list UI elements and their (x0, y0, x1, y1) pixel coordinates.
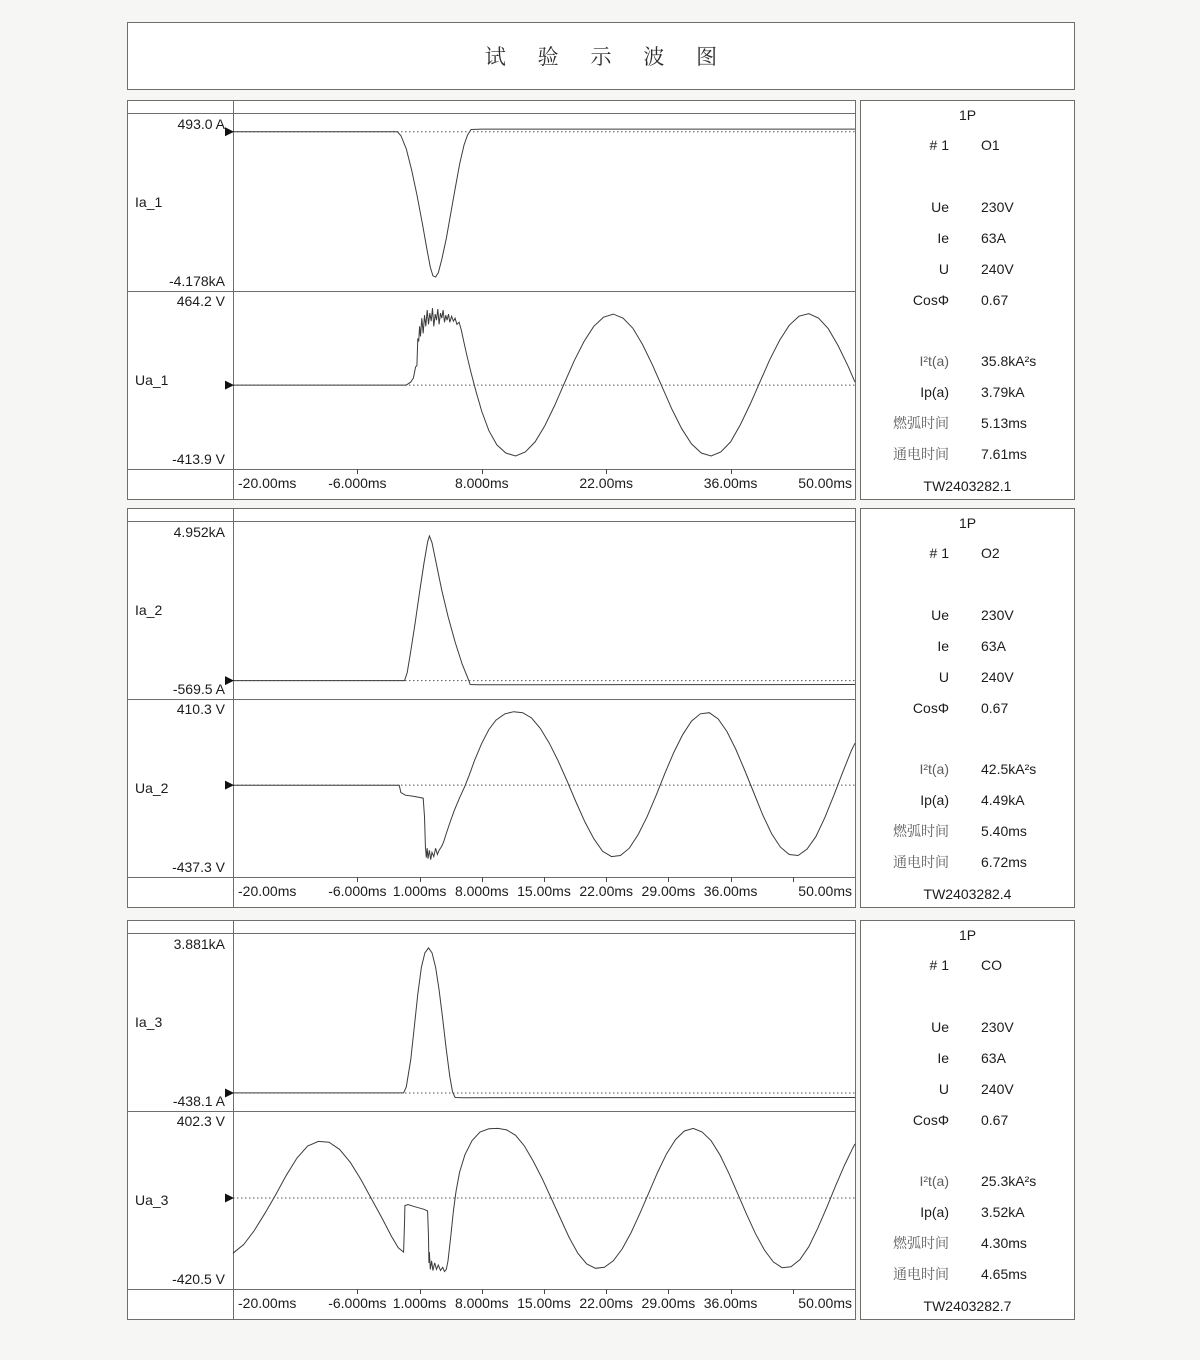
channel-name: Ua_1 (135, 372, 169, 388)
current-waveform-plot (233, 521, 855, 699)
info-test-number: # 1 (929, 137, 949, 153)
waveform-trace (233, 948, 855, 1098)
info-result-value: 42.5kA²s (981, 761, 1037, 777)
time-tick-label: 29.00ms (641, 883, 696, 899)
report-serial: TW2403282.4 (923, 886, 1012, 902)
info-result-value: 4.65ms (981, 1266, 1027, 1282)
waveform-trace (233, 308, 855, 456)
time-axis-tick (606, 469, 607, 474)
info-result-row (861, 1235, 1074, 1252)
info-result-row (861, 353, 1074, 370)
time-axis-tick (482, 877, 483, 882)
info-operation-code: O1 (981, 137, 1000, 153)
waveform-trace (233, 1128, 855, 1271)
info-result-value: 6.72ms (981, 854, 1027, 870)
time-axis-tick (793, 1289, 794, 1294)
time-tick-label: -20.00ms (238, 475, 297, 491)
time-tick-label: -20.00ms (238, 883, 297, 899)
info-test-row (861, 137, 1074, 154)
info-result-label: Ip(a) (920, 792, 949, 808)
time-axis-tick (420, 1289, 421, 1294)
info-result-label: 通电时间 (893, 1266, 949, 1282)
info-result-row (861, 792, 1074, 809)
info-result-value: 5.40ms (981, 823, 1027, 839)
info-result-label: 燃弧时间 (893, 823, 949, 839)
info-param-value: 230V (981, 199, 1014, 215)
time-axis-tick (357, 877, 358, 882)
info-param-row (861, 638, 1074, 655)
time-tick-label: -6.000ms (328, 475, 387, 491)
info-param-value: 63A (981, 1050, 1006, 1066)
time-tick-label: 15.00ms (517, 1295, 571, 1311)
info-result-value: 35.8kA²s (981, 353, 1037, 369)
info-result-label: Ip(a) (920, 1204, 949, 1220)
oscillogram-frame (127, 508, 856, 908)
channel-max-label: 410.3 V (176, 701, 225, 717)
info-panel (860, 100, 1075, 500)
test-panel-group (127, 920, 1073, 1318)
waveform-trace (233, 129, 855, 277)
info-param-value: 63A (981, 230, 1006, 246)
info-param-value: 230V (981, 1019, 1014, 1035)
time-tick-label: -20.00ms (238, 1295, 297, 1311)
time-axis-tick (482, 1289, 483, 1294)
info-param-value: 230V (981, 607, 1014, 623)
info-result-row (861, 854, 1074, 871)
time-tick-label: -6.000ms (328, 1295, 387, 1311)
voltage-waveform-plot (233, 291, 855, 469)
info-phase-label: 1P (958, 107, 977, 123)
info-param-label: Ie (937, 638, 949, 654)
info-result-value: 7.61ms (981, 446, 1027, 462)
time-axis-tick (731, 469, 732, 474)
info-param-label: Ue (931, 1019, 949, 1035)
time-tick-label: 22.00ms (579, 883, 634, 899)
info-param-value: 0.67 (981, 292, 1009, 308)
info-param-value: 0.67 (981, 1112, 1009, 1128)
info-result-label: 通电时间 (893, 854, 949, 870)
channel-max-label: 493.0 A (177, 116, 225, 132)
info-param-label: U (938, 669, 949, 685)
info-result-row (861, 1204, 1074, 1221)
time-tick-label: 50.00ms (798, 475, 852, 491)
time-tick-label: 1.000ms (392, 883, 447, 899)
voltage-waveform-plot (233, 699, 855, 877)
panel-divider-line (128, 1289, 855, 1290)
info-panel (860, 508, 1075, 908)
channel-max-label: 402.3 V (176, 1113, 225, 1129)
info-result-label: 燃弧时间 (893, 1235, 949, 1251)
baseline-arrow (225, 1194, 234, 1203)
info-operation-code: CO (981, 957, 1002, 973)
info-param-row (861, 1050, 1074, 1067)
time-axis-tick (606, 1289, 607, 1294)
info-param-label: Ue (931, 199, 949, 215)
info-result-label: I²t(a) (919, 1173, 949, 1189)
info-result-value: 4.30ms (981, 1235, 1027, 1251)
channel-name: Ia_3 (135, 1014, 163, 1030)
panel-divider-line (128, 877, 855, 878)
time-tick-label: -6.000ms (328, 883, 387, 899)
info-result-row (861, 384, 1074, 401)
info-result-value: 3.52kA (981, 1204, 1025, 1220)
info-param-label: CosΦ (912, 1112, 949, 1128)
info-test-number: # 1 (929, 545, 949, 561)
panel-divider-line (128, 469, 855, 470)
info-result-value: 5.13ms (981, 415, 1027, 431)
info-param-row (861, 1112, 1074, 1129)
time-tick-label: 22.00ms (579, 1295, 634, 1311)
info-result-row (861, 1173, 1074, 1190)
current-waveform-plot (233, 933, 855, 1111)
channel-min-label: -420.5 V (172, 1271, 225, 1287)
oscillogram-frame (127, 920, 856, 1320)
info-result-value: 25.3kA²s (981, 1173, 1037, 1189)
test-panel-group (127, 100, 1073, 498)
time-axis-tick (668, 877, 669, 882)
info-result-label: 通电时间 (893, 446, 949, 462)
info-param-row (861, 1081, 1074, 1098)
channel-name: Ua_3 (135, 1192, 169, 1208)
baseline-arrow (225, 381, 234, 390)
report-title: 试 验 示 波 图 (484, 46, 731, 69)
time-tick-label: 15.00ms (517, 883, 571, 899)
info-param-label: U (938, 261, 949, 277)
info-result-row (861, 446, 1074, 463)
info-param-row (861, 292, 1074, 309)
info-param-value: 63A (981, 638, 1006, 654)
info-result-label: I²t(a) (919, 353, 949, 369)
info-param-row (861, 230, 1074, 247)
time-axis-tick (606, 877, 607, 882)
info-result-row (861, 823, 1074, 840)
channel-min-label: -413.9 V (172, 451, 225, 467)
info-result-label: I²t(a) (919, 761, 949, 777)
channel-max-label: 464.2 V (176, 293, 225, 309)
time-axis-tick (668, 1289, 669, 1294)
time-axis-tick (482, 469, 483, 474)
channel-min-label: -4.178kA (168, 273, 225, 289)
info-result-row (861, 761, 1074, 778)
info-result-label: Ip(a) (920, 384, 949, 400)
voltage-waveform-plot (233, 1111, 855, 1289)
info-param-label: U (938, 1081, 949, 1097)
info-param-label: Ie (937, 1050, 949, 1066)
report-serial: TW2403282.7 (923, 1298, 1012, 1314)
channel-min-label: -569.5 A (172, 681, 225, 697)
info-test-row (861, 957, 1074, 974)
channel-max-label: 4.952kA (173, 524, 225, 540)
info-param-row (861, 1019, 1074, 1036)
info-param-value: 240V (981, 261, 1014, 277)
info-test-number: # 1 (929, 957, 949, 973)
info-phase-label: 1P (958, 927, 977, 943)
time-tick-label: 50.00ms (798, 883, 852, 899)
time-tick-label: 8.000ms (454, 475, 509, 491)
info-param-value: 0.67 (981, 700, 1009, 716)
current-waveform-plot (233, 113, 855, 291)
oscillogram-frame (127, 100, 856, 500)
time-axis-tick (357, 1289, 358, 1294)
info-result-value: 4.49kA (981, 792, 1025, 808)
info-phase-label: 1P (958, 515, 977, 531)
info-param-row (861, 700, 1074, 717)
time-tick-label: 29.00ms (641, 1295, 696, 1311)
info-result-row (861, 415, 1074, 432)
info-result-row (861, 1266, 1074, 1283)
info-test-row (861, 545, 1074, 562)
report-title-box (127, 22, 1075, 90)
time-axis-tick (357, 469, 358, 474)
info-param-value: 240V (981, 669, 1014, 685)
baseline-arrow (225, 676, 234, 685)
waveform-trace (233, 712, 855, 860)
report-serial: TW2403282.1 (923, 478, 1012, 494)
waveform-trace (233, 536, 855, 685)
info-operation-code: O2 (981, 545, 1000, 561)
test-panel-group (127, 508, 1073, 906)
time-tick-label: 8.000ms (454, 1295, 509, 1311)
channel-min-label: -437.3 V (172, 859, 225, 875)
baseline-arrow (225, 1088, 234, 1097)
info-param-label: CosΦ (912, 292, 949, 308)
time-tick-label: 36.00ms (703, 475, 758, 491)
time-axis-tick (731, 1289, 732, 1294)
info-panel (860, 920, 1075, 1320)
time-tick-label: 22.00ms (579, 475, 634, 491)
time-tick-label: 50.00ms (798, 1295, 852, 1311)
baseline-arrow (225, 127, 234, 136)
info-result-label: 燃弧时间 (893, 415, 949, 431)
time-tick-label: 8.000ms (454, 883, 509, 899)
info-result-value: 3.79kA (981, 384, 1025, 400)
channel-name: Ia_1 (135, 194, 163, 210)
channel-min-label: -438.1 A (172, 1093, 225, 1109)
time-tick-label: 36.00ms (703, 883, 758, 899)
time-tick-label: 36.00ms (703, 1295, 758, 1311)
channel-name: Ua_2 (135, 780, 169, 796)
time-axis-tick (793, 877, 794, 882)
baseline-arrow (225, 781, 234, 790)
info-param-label: Ue (931, 607, 949, 623)
info-param-label: Ie (937, 230, 949, 246)
info-param-row (861, 669, 1074, 686)
info-param-label: CosΦ (912, 700, 949, 716)
time-axis-tick (544, 877, 545, 882)
channel-name: Ia_2 (135, 602, 163, 618)
time-axis-tick (420, 877, 421, 882)
channel-max-label: 3.881kA (173, 936, 225, 952)
time-axis-tick (731, 877, 732, 882)
time-axis-tick (544, 1289, 545, 1294)
info-param-row (861, 261, 1074, 278)
info-param-value: 240V (981, 1081, 1014, 1097)
time-tick-label: 1.000ms (392, 1295, 447, 1311)
info-param-row (861, 199, 1074, 216)
info-param-row (861, 607, 1074, 624)
